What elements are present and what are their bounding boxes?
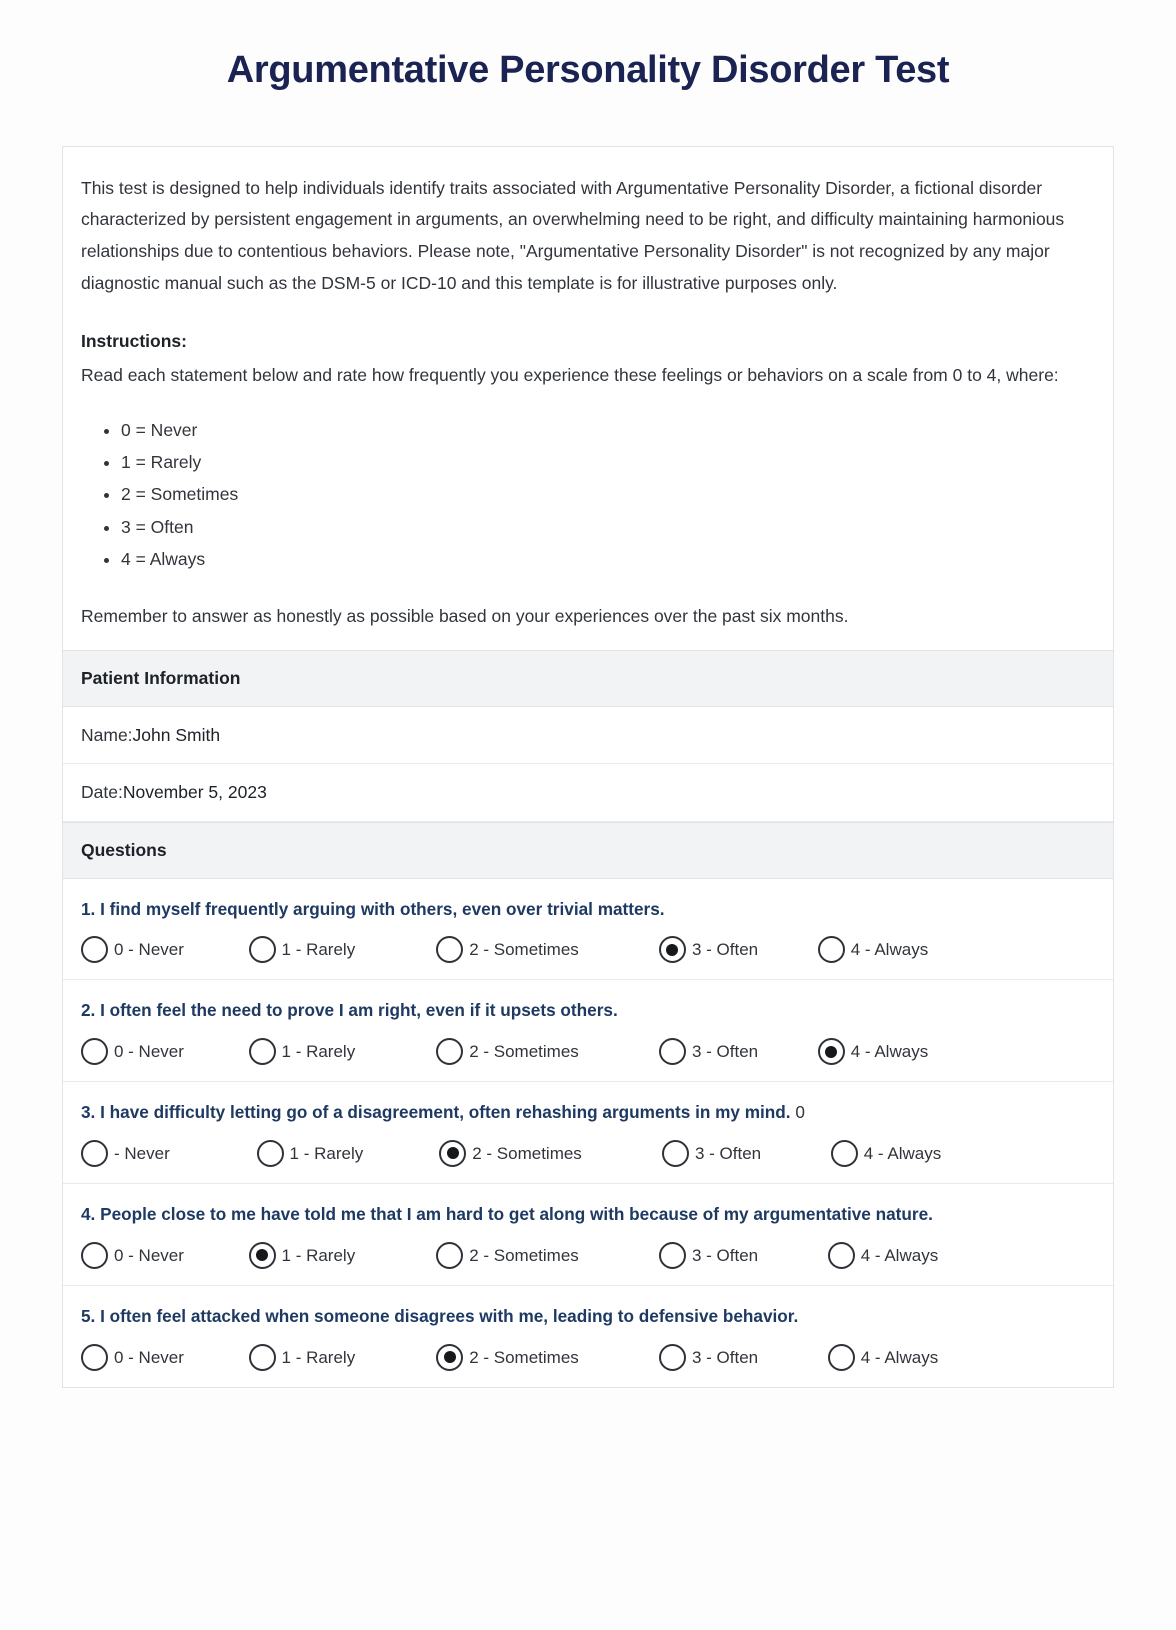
- radio-unselected-icon[interactable]: [659, 1242, 686, 1269]
- radio-unselected-icon[interactable]: [81, 1038, 108, 1065]
- option-label: 4 - Always: [860, 1347, 939, 1367]
- scale-legend-list: [81, 414, 1095, 576]
- question-text: 3. I have difficulty letting go of a disagreement, often rehashing arguments in my mind. 0: [81, 1102, 805, 1123]
- radio-unselected-icon[interactable]: [81, 936, 108, 963]
- options-row: [81, 1038, 1095, 1065]
- option-label: 3 - Often: [695, 1143, 762, 1163]
- option-label: 1 - Rarely: [289, 1143, 364, 1163]
- radio-selected-icon[interactable]: [249, 1242, 276, 1269]
- option-3[interactable]: [662, 1140, 761, 1167]
- questions-list: [63, 879, 1113, 1387]
- radio-unselected-icon[interactable]: [81, 1344, 108, 1371]
- option-1[interactable]: [249, 1038, 356, 1065]
- patient-date-row: [63, 764, 1113, 822]
- radio-dot: [444, 1249, 456, 1261]
- option-2[interactable]: [436, 1344, 579, 1371]
- option-label: 4 - Always: [860, 1245, 939, 1265]
- question-block: [63, 1184, 1113, 1286]
- radio-unselected-icon[interactable]: [249, 1344, 276, 1371]
- option-0[interactable]: [81, 1344, 184, 1371]
- option-0[interactable]: [81, 1140, 170, 1167]
- option-1[interactable]: [249, 936, 356, 963]
- questions-header: Questions: [63, 822, 1113, 879]
- option-label: 0 - Never: [114, 940, 184, 960]
- option-label: 4 - Always: [850, 1042, 929, 1062]
- patient-name-label: Name:: [81, 724, 133, 745]
- radio-unselected-icon[interactable]: [818, 936, 845, 963]
- radio-unselected-icon[interactable]: [659, 1344, 686, 1371]
- patient-name-value[interactable]: John Smith: [132, 724, 221, 745]
- scale-legend-item: • 1 = Rarely: [121, 446, 1095, 478]
- intro-section: [63, 147, 1113, 650]
- options-row: [81, 1242, 1095, 1269]
- radio-dot: [666, 944, 678, 956]
- closing-note: Remember to answer as honestly as possible based on your experiences over the past six months.: [81, 605, 849, 626]
- question-overflow-fragment: 0: [790, 1102, 805, 1123]
- radio-dot: [89, 1046, 101, 1058]
- radio-dot: [444, 1351, 456, 1363]
- options-row: [81, 1140, 1095, 1167]
- patient-date-label: Date:: [81, 782, 123, 803]
- option-label: 0 - Never: [114, 1245, 184, 1265]
- question-block: [63, 980, 1113, 1082]
- radio-dot: [89, 1351, 101, 1363]
- option-4[interactable]: [818, 936, 928, 963]
- radio-unselected-icon[interactable]: [831, 1140, 858, 1167]
- radio-dot: [835, 1351, 847, 1363]
- scale-legend-item: • 3 = Often: [121, 511, 1095, 543]
- radio-dot: [89, 1147, 101, 1159]
- radio-dot: [256, 1046, 268, 1058]
- option-4[interactable]: [828, 1344, 938, 1371]
- option-label: 1 - Rarely: [281, 1347, 356, 1367]
- radio-unselected-icon[interactable]: [436, 1242, 463, 1269]
- instructions-paragraph: Read each statement below and rate how frequently you experience these feelings or behaviors on a scale from 0 to 4, where:: [81, 364, 1059, 385]
- radio-unselected-icon[interactable]: [249, 1038, 276, 1065]
- option-label: 2 - Sometimes: [472, 1143, 582, 1163]
- radio-unselected-icon[interactable]: [436, 1038, 463, 1065]
- question-block: [63, 1082, 1113, 1184]
- option-0[interactable]: [81, 936, 184, 963]
- radio-dot: [825, 944, 837, 956]
- scale-legend-item: • 0 = Never: [121, 414, 1095, 446]
- option-label: 2 - Sometimes: [469, 940, 579, 960]
- radio-dot: [838, 1147, 850, 1159]
- question-block: [63, 879, 1113, 981]
- form-card: [62, 146, 1114, 1388]
- options-row: [81, 1344, 1095, 1371]
- radio-unselected-icon[interactable]: [828, 1344, 855, 1371]
- instructions-label: Instructions:: [81, 330, 187, 351]
- radio-dot: [825, 1046, 837, 1058]
- radio-selected-icon[interactable]: [439, 1140, 466, 1167]
- radio-dot: [89, 1249, 101, 1261]
- question-text: 1. I find myself frequently arguing with others, even over trivial matters.: [81, 898, 665, 919]
- option-label: 0 - Never: [114, 1042, 184, 1062]
- option-1[interactable]: [257, 1140, 364, 1167]
- radio-dot: [670, 1147, 682, 1159]
- radio-selected-icon[interactable]: [818, 1038, 845, 1065]
- option-label: 3 - Often: [691, 1245, 759, 1265]
- radio-dot: [447, 1147, 459, 1159]
- option-4[interactable]: [818, 1038, 928, 1065]
- option-2[interactable]: [436, 1038, 579, 1065]
- page-title: Argumentative Personality Disorder Test: [226, 49, 950, 91]
- option-label: 1 - Rarely: [281, 1042, 356, 1062]
- scale-legend-item: • 2 = Sometimes: [121, 478, 1095, 510]
- option-1[interactable]: [249, 1344, 356, 1371]
- radio-dot: [444, 1046, 456, 1058]
- option-label: 1 - Rarely: [281, 1245, 356, 1265]
- option-1[interactable]: [249, 1242, 356, 1269]
- radio-dot: [89, 944, 101, 956]
- option-3[interactable]: [659, 1242, 758, 1269]
- option-0[interactable]: [81, 1242, 184, 1269]
- radio-dot: [666, 1249, 678, 1261]
- radio-selected-icon[interactable]: [436, 1344, 463, 1371]
- option-label: 0 - Never: [114, 1347, 184, 1367]
- question-text: 2. I often feel the need to prove I am right, even if it upsets others.: [81, 1000, 618, 1021]
- option-3[interactable]: [659, 936, 758, 963]
- radio-unselected-icon[interactable]: [828, 1242, 855, 1269]
- option-4[interactable]: [831, 1140, 941, 1167]
- option-label: 4 - Always: [863, 1143, 942, 1163]
- option-label: 2 - Sometimes: [469, 1347, 579, 1367]
- option-label: 4 - Always: [850, 940, 929, 960]
- radio-dot: [835, 1249, 847, 1261]
- option-2[interactable]: [439, 1140, 582, 1167]
- radio-dot: [256, 944, 268, 956]
- question-block: [63, 1286, 1113, 1387]
- option-label: 1 - Rarely: [281, 940, 356, 960]
- scale-legend-item: • 4 = Always: [121, 543, 1095, 575]
- option-label: 2 - Sometimes: [469, 1245, 579, 1265]
- option-2[interactable]: [436, 936, 579, 963]
- question-text: 4. People close to me have told me that I am hard to get along with because of my argumentative nature.: [81, 1203, 933, 1224]
- radio-unselected-icon[interactable]: [659, 1038, 686, 1065]
- radio-dot: [256, 1249, 268, 1261]
- patient-name-row: [63, 707, 1113, 765]
- option-label: - Never: [114, 1143, 170, 1163]
- radio-selected-icon[interactable]: [659, 936, 686, 963]
- option-3[interactable]: [659, 1038, 758, 1065]
- option-2[interactable]: [436, 1242, 579, 1269]
- option-label: 3 - Often: [691, 1042, 759, 1062]
- patient-information-header: Patient Information: [63, 650, 1113, 707]
- radio-dot: [264, 1147, 276, 1159]
- radio-dot: [666, 1046, 678, 1058]
- patient-date-value[interactable]: November 5, 2023: [122, 782, 267, 803]
- radio-unselected-icon[interactable]: [257, 1140, 284, 1167]
- radio-unselected-icon[interactable]: [436, 936, 463, 963]
- option-label: 3 - Often: [691, 940, 759, 960]
- radio-unselected-icon[interactable]: [81, 1242, 108, 1269]
- option-label: 3 - Often: [691, 1347, 759, 1367]
- radio-unselected-icon[interactable]: [81, 1140, 108, 1167]
- option-label: 2 - Sometimes: [469, 1042, 579, 1062]
- radio-unselected-icon[interactable]: [249, 936, 276, 963]
- intro-paragraph: This test is designed to help individuals identify traits associated with Argumentative Personality Disorder, a fictional disorder characterized by persistent engagement in arguments, an overwhelming need to be right, and difficulty maintaining harmonious relationships due to contentious behaviors. Please note, "Argumentative Personality Disorder" is not recognized by any major diagnostic manual such as the DSM-5 or ICD-10 and this template is for illustrative purposes only.: [81, 177, 1065, 294]
- radio-dot: [666, 1351, 678, 1363]
- radio-dot: [256, 1351, 268, 1363]
- radio-unselected-icon[interactable]: [662, 1140, 689, 1167]
- question-text: 5. I often feel attacked when someone disagrees with me, leading to defensive behavior.: [81, 1305, 799, 1326]
- option-0[interactable]: [81, 1038, 184, 1065]
- option-4[interactable]: [828, 1242, 938, 1269]
- options-row: [81, 936, 1095, 963]
- radio-dot: [444, 944, 456, 956]
- option-3[interactable]: [659, 1344, 758, 1371]
